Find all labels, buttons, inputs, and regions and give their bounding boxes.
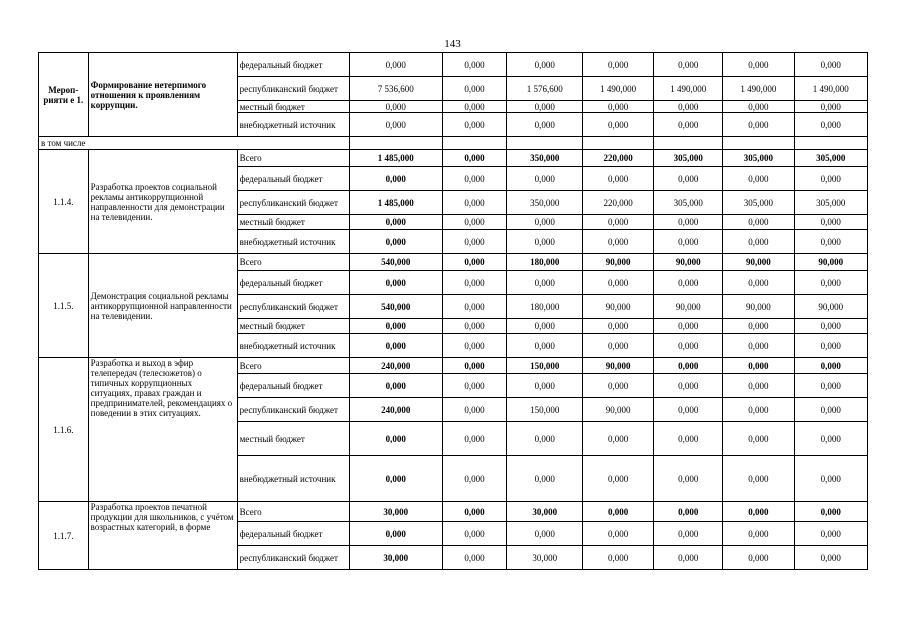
funding-source-label: внебюджетный источник [237, 113, 349, 137]
funding-source-label: федеральный бюджет [237, 522, 349, 546]
amount-cell: 1 490,000 [723, 77, 794, 101]
amount-cell: 150,000 [507, 358, 583, 374]
amount-cell: 1 490,000 [582, 77, 653, 101]
amount-cell: 0,000 [582, 319, 653, 334]
amount-cell: 540,000 [349, 295, 442, 319]
amount-cell: 0,000 [654, 422, 723, 456]
budget-table [38, 52, 868, 570]
amount-cell: 0,000 [654, 319, 723, 334]
amount-cell: 0,000 [507, 374, 583, 398]
amount-cell: 1 490,000 [794, 77, 867, 101]
amount-cell: 0,000 [723, 546, 794, 570]
table-row [39, 150, 868, 167]
amount-cell: 0,000 [582, 422, 653, 456]
amount-cell: 0,000 [442, 167, 507, 191]
amount-cell: 0,000 [442, 456, 507, 502]
funding-source-label: Всего [237, 502, 349, 522]
measure-title: Формирование нетерпимого отношения к проявлениям коррупции. [88, 53, 237, 137]
amount-cell: 0,000 [723, 167, 794, 191]
amount-cell: 0,000 [507, 101, 583, 113]
measure-code: Мероприяти е 1. [39, 53, 89, 137]
amount-cell: 0,000 [723, 271, 794, 295]
amount-cell: 305,000 [723, 150, 794, 167]
funding-source-label: республиканский бюджет [237, 77, 349, 101]
funding-source-label: федеральный бюджет [237, 167, 349, 191]
amount-cell: 305,000 [794, 191, 867, 215]
in-that-number-label: в том числе [39, 137, 350, 150]
amount-cell: 90,000 [654, 254, 723, 271]
amount-cell: 350,000 [507, 150, 583, 167]
amount-cell: 0,000 [794, 374, 867, 398]
amount-cell: 0,000 [582, 456, 653, 502]
amount-cell: 0,000 [349, 319, 442, 334]
amount-cell: 0,000 [442, 358, 507, 374]
amount-cell: 305,000 [654, 150, 723, 167]
amount-cell: 0,000 [723, 101, 794, 113]
amount-cell: 0,000 [507, 113, 583, 137]
amount-cell: 1 485,000 [349, 191, 442, 215]
amount-cell: 0,000 [794, 167, 867, 191]
funding-source-label: Всего [237, 358, 349, 374]
amount-cell: 90,000 [794, 254, 867, 271]
amount-cell: 0,000 [442, 422, 507, 456]
amount-cell: 220,000 [582, 191, 653, 215]
amount-cell: 0,000 [442, 398, 507, 422]
table-row [39, 137, 868, 150]
funding-source-label: республиканский бюджет [237, 398, 349, 422]
amount-cell: 350,000 [507, 191, 583, 215]
item-code: 1.1.5. [39, 254, 89, 358]
item-title: Разработка проектов печатной продукции для школьников, с учётом возрастных категорий, в форме [88, 502, 237, 570]
page-number: 143 [444, 38, 461, 50]
amount-cell: 240,000 [349, 358, 442, 374]
amount-cell: 30,000 [349, 502, 442, 522]
amount-cell: 0,000 [582, 502, 653, 522]
amount-cell: 540,000 [349, 254, 442, 271]
amount-cell: 0,000 [654, 230, 723, 254]
item-code: 1.1.7. [39, 502, 89, 570]
amount-cell: 0,000 [654, 374, 723, 398]
amount-cell: 0,000 [723, 230, 794, 254]
funding-source-label: внебюджетный источник [237, 230, 349, 254]
amount-cell: 0,000 [442, 334, 507, 358]
amount-cell: 30,000 [349, 546, 442, 570]
table-row [39, 502, 868, 522]
amount-cell: 0,000 [794, 215, 867, 230]
amount-cell: 0,000 [349, 53, 442, 77]
amount-cell: 0,000 [723, 522, 794, 546]
amount-cell: 0,000 [654, 502, 723, 522]
table-row [39, 254, 868, 271]
amount-cell: 0,000 [723, 358, 794, 374]
funding-source-label: Всего [237, 150, 349, 167]
amount-cell: 0,000 [794, 319, 867, 334]
amount-cell: 0,000 [654, 334, 723, 358]
amount-cell: 0,000 [654, 167, 723, 191]
funding-source-label: федеральный бюджет [237, 271, 349, 295]
amount-cell: 0,000 [723, 334, 794, 358]
amount-cell: 90,000 [654, 295, 723, 319]
empty-cell [723, 137, 794, 150]
amount-cell: 0,000 [349, 422, 442, 456]
amount-cell: 0,000 [349, 522, 442, 546]
amount-cell: 0,000 [654, 398, 723, 422]
amount-cell: 0,000 [582, 334, 653, 358]
amount-cell: 0,000 [507, 271, 583, 295]
funding-source-label: внебюджетный источник [237, 334, 349, 358]
amount-cell: 0,000 [723, 502, 794, 522]
funding-source-label: внебюджетный источник [237, 456, 349, 502]
funding-source-label: федеральный бюджет [237, 374, 349, 398]
amount-cell: 0,000 [442, 295, 507, 319]
amount-cell: 305,000 [654, 191, 723, 215]
amount-cell: 0,000 [349, 215, 442, 230]
amount-cell: 0,000 [582, 271, 653, 295]
amount-cell: 0,000 [794, 546, 867, 570]
amount-cell: 0,000 [442, 150, 507, 167]
funding-source-label: республиканский бюджет [237, 191, 349, 215]
funding-source-label: республиканский бюджет [237, 295, 349, 319]
amount-cell: 0,000 [442, 113, 507, 137]
amount-cell: 0,000 [442, 53, 507, 77]
amount-cell: 0,000 [723, 374, 794, 398]
amount-cell: 305,000 [723, 191, 794, 215]
empty-cell [442, 137, 507, 150]
amount-cell: 0,000 [794, 522, 867, 546]
amount-cell: 0,000 [349, 167, 442, 191]
amount-cell: 0,000 [582, 113, 653, 137]
amount-cell: 0,000 [654, 113, 723, 137]
amount-cell: 150,000 [507, 398, 583, 422]
amount-cell: 0,000 [723, 113, 794, 137]
funding-source-label: местный бюджет [237, 101, 349, 113]
amount-cell: 0,000 [507, 334, 583, 358]
amount-cell: 90,000 [582, 398, 653, 422]
amount-cell: 0,000 [794, 230, 867, 254]
amount-cell: 0,000 [794, 358, 867, 374]
amount-cell: 0,000 [723, 53, 794, 77]
amount-cell: 0,000 [654, 546, 723, 570]
amount-cell: 0,000 [654, 271, 723, 295]
amount-cell: 0,000 [723, 456, 794, 502]
amount-cell: 7 536,600 [349, 77, 442, 101]
item-code: 1.1.6. [39, 358, 89, 502]
amount-cell: 0,000 [794, 502, 867, 522]
amount-cell: 0,000 [349, 101, 442, 113]
amount-cell: 0,000 [442, 271, 507, 295]
amount-cell: 0,000 [794, 398, 867, 422]
funding-source-label: республиканский бюджет [237, 546, 349, 570]
empty-cell [582, 137, 653, 150]
amount-cell: 0,000 [349, 456, 442, 502]
amount-cell: 0,000 [507, 230, 583, 254]
amount-cell: 0,000 [582, 53, 653, 77]
item-title: Демонстрация социальной рекламы антикоррупционной направленности на телевидении. [88, 254, 237, 358]
amount-cell: 0,000 [794, 113, 867, 137]
amount-cell: 0,000 [349, 271, 442, 295]
amount-cell: 90,000 [582, 254, 653, 271]
amount-cell: 0,000 [723, 215, 794, 230]
amount-cell: 0,000 [723, 319, 794, 334]
amount-cell: 30,000 [507, 502, 583, 522]
amount-cell: 0,000 [442, 230, 507, 254]
funding-source-label: федеральный бюджет [237, 53, 349, 77]
empty-cell [794, 137, 867, 150]
amount-cell: 305,000 [794, 150, 867, 167]
amount-cell: 0,000 [507, 215, 583, 230]
amount-cell: 0,000 [723, 398, 794, 422]
funding-source-label: Всего [237, 254, 349, 271]
amount-cell: 0,000 [654, 215, 723, 230]
funding-source-label: местный бюджет [237, 215, 349, 230]
table-row [39, 358, 868, 374]
amount-cell: 0,000 [582, 101, 653, 113]
funding-source-label: местный бюджет [237, 319, 349, 334]
amount-cell: 0,000 [349, 230, 442, 254]
amount-cell: 220,000 [582, 150, 653, 167]
amount-cell: 1 485,000 [349, 150, 442, 167]
amount-cell: 0,000 [349, 113, 442, 137]
table-row [39, 53, 868, 77]
empty-cell [349, 137, 442, 150]
amount-cell: 0,000 [794, 101, 867, 113]
amount-cell: 0,000 [654, 53, 723, 77]
amount-cell: 180,000 [507, 295, 583, 319]
amount-cell: 0,000 [507, 53, 583, 77]
amount-cell: 90,000 [723, 254, 794, 271]
amount-cell: 90,000 [582, 358, 653, 374]
amount-cell: 0,000 [654, 522, 723, 546]
amount-cell: 0,000 [442, 522, 507, 546]
funding-source-label: местный бюджет [237, 422, 349, 456]
amount-cell: 0,000 [442, 546, 507, 570]
amount-cell: 0,000 [723, 422, 794, 456]
empty-cell [507, 137, 583, 150]
amount-cell: 90,000 [582, 295, 653, 319]
empty-cell [654, 137, 723, 150]
amount-cell: 0,000 [442, 215, 507, 230]
amount-cell: 0,000 [582, 230, 653, 254]
amount-cell: 0,000 [507, 422, 583, 456]
amount-cell: 0,000 [349, 334, 442, 358]
amount-cell: 1 576,600 [507, 77, 583, 101]
amount-cell: 30,000 [507, 546, 583, 570]
amount-cell: 0,000 [442, 254, 507, 271]
amount-cell: 0,000 [442, 374, 507, 398]
amount-cell: 0,000 [654, 101, 723, 113]
amount-cell: 0,000 [507, 167, 583, 191]
amount-cell: 0,000 [794, 53, 867, 77]
item-title: Разработка и выход в эфир телепередач (телесюжетов) о типичных коррупционных ситуациях, правах граждан и предпринимателей, рекомендациях о поведении в этих ситуациях. [88, 358, 237, 502]
amount-cell: 0,000 [507, 456, 583, 502]
amount-cell: 0,000 [582, 522, 653, 546]
amount-cell: 0,000 [507, 319, 583, 334]
amount-cell: 0,000 [442, 101, 507, 113]
amount-cell: 180,000 [507, 254, 583, 271]
amount-cell: 0,000 [442, 502, 507, 522]
amount-cell: 0,000 [654, 456, 723, 502]
amount-cell: 90,000 [794, 295, 867, 319]
amount-cell: 0,000 [654, 358, 723, 374]
amount-cell: 0,000 [582, 546, 653, 570]
amount-cell: 0,000 [582, 374, 653, 398]
amount-cell: 0,000 [794, 334, 867, 358]
item-title: Разработка проектов социальной рекламы антикоррупционной направленности для демонстрации на телевидении. [88, 150, 237, 254]
amount-cell: 0,000 [582, 215, 653, 230]
amount-cell: 1 490,000 [654, 77, 723, 101]
amount-cell: 0,000 [442, 77, 507, 101]
amount-cell: 0,000 [442, 319, 507, 334]
amount-cell: 240,000 [349, 398, 442, 422]
amount-cell: 0,000 [349, 374, 442, 398]
amount-cell: 0,000 [582, 167, 653, 191]
amount-cell: 0,000 [507, 522, 583, 546]
amount-cell: 0,000 [794, 456, 867, 502]
amount-cell: 90,000 [723, 295, 794, 319]
amount-cell: 0,000 [794, 422, 867, 456]
amount-cell: 0,000 [442, 191, 507, 215]
item-code: 1.1.4. [39, 150, 89, 254]
amount-cell: 0,000 [794, 271, 867, 295]
